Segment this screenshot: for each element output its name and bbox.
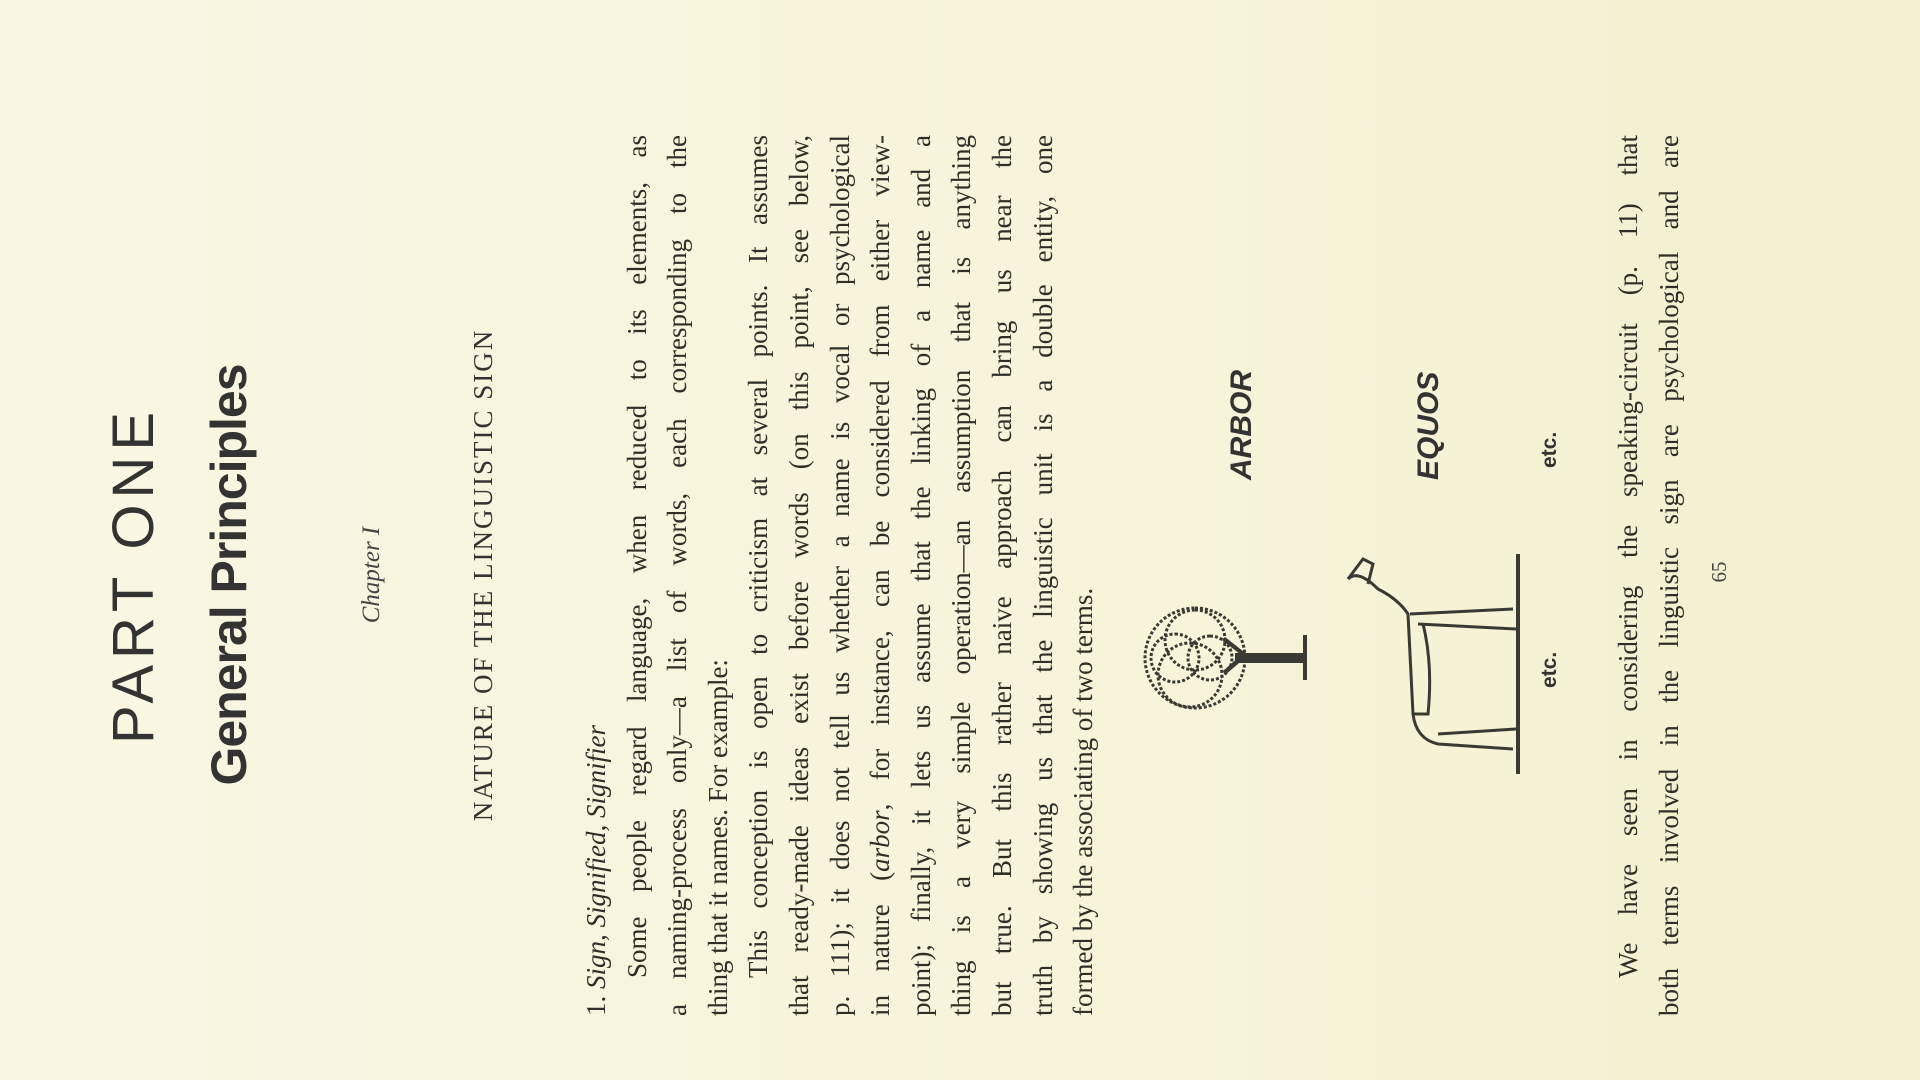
text-line [860, 135, 901, 1016]
text-line: p. 111); it does not tell us whether a name is vocal or psychological [824, 135, 855, 1016]
section-heading [576, 135, 617, 1016]
text-line: thing that it names. For example: [702, 659, 733, 1016]
tree-illustration [1140, 585, 1325, 735]
horse-illustration [1338, 549, 1528, 784]
page-number: 65 [1707, 561, 1731, 583]
text-line: We have seen in considering the speaking-circuit (p. 11) that [1613, 135, 1643, 978]
figure-label-equos: EQUOS [1412, 371, 1445, 480]
text-line: both terms involved in the linguistic sign are psychological and are [1653, 135, 1684, 1016]
text-line: a naming-process only—a list of words, each corresponding to the [662, 135, 693, 1016]
text-line: point); finally, it lets us assume that the linking of a name and a [905, 135, 936, 1016]
figure-etc-left: etc. [1538, 651, 1561, 688]
text-line: truth by showing us that the linguistic unit is a double entity, one [1027, 135, 1058, 1016]
text-line: formed by the associating of two terms. [1068, 587, 1099, 1016]
text-line: This conception is open to criticism at several points. It assumes [743, 135, 774, 978]
section-title: Sign, Signified, Signifier [581, 725, 611, 989]
body-text [1608, 135, 1689, 1016]
italic-term: arbor [865, 810, 896, 872]
text-line: that ready-made ideas exist before words (on this point, see below, [783, 135, 814, 1016]
text-line: thing is a very simple operation—an assumption that is anything [946, 135, 977, 1016]
chapter-title: NATURE OF THE LINGUISTIC SIGN [468, 328, 498, 822]
part-title: General Principles [201, 364, 257, 786]
section-number: 1. [581, 995, 611, 1016]
text-line: Some people regard language, when reduced to its elements, as [621, 135, 652, 978]
body-text [576, 135, 1104, 1016]
figure-etc-right: etc. [1538, 431, 1561, 468]
text-line: but true. But this rather naive approach can bring us near the [986, 135, 1017, 1016]
figure-label-arbor: ARBOR [1225, 370, 1258, 480]
part-heading: PART ONE [101, 405, 166, 745]
text-run: , for instance, can be considered from either view- [865, 135, 896, 811]
chapter-label: Chapter I [358, 526, 385, 624]
text-run: in nature ( [865, 871, 896, 1016]
